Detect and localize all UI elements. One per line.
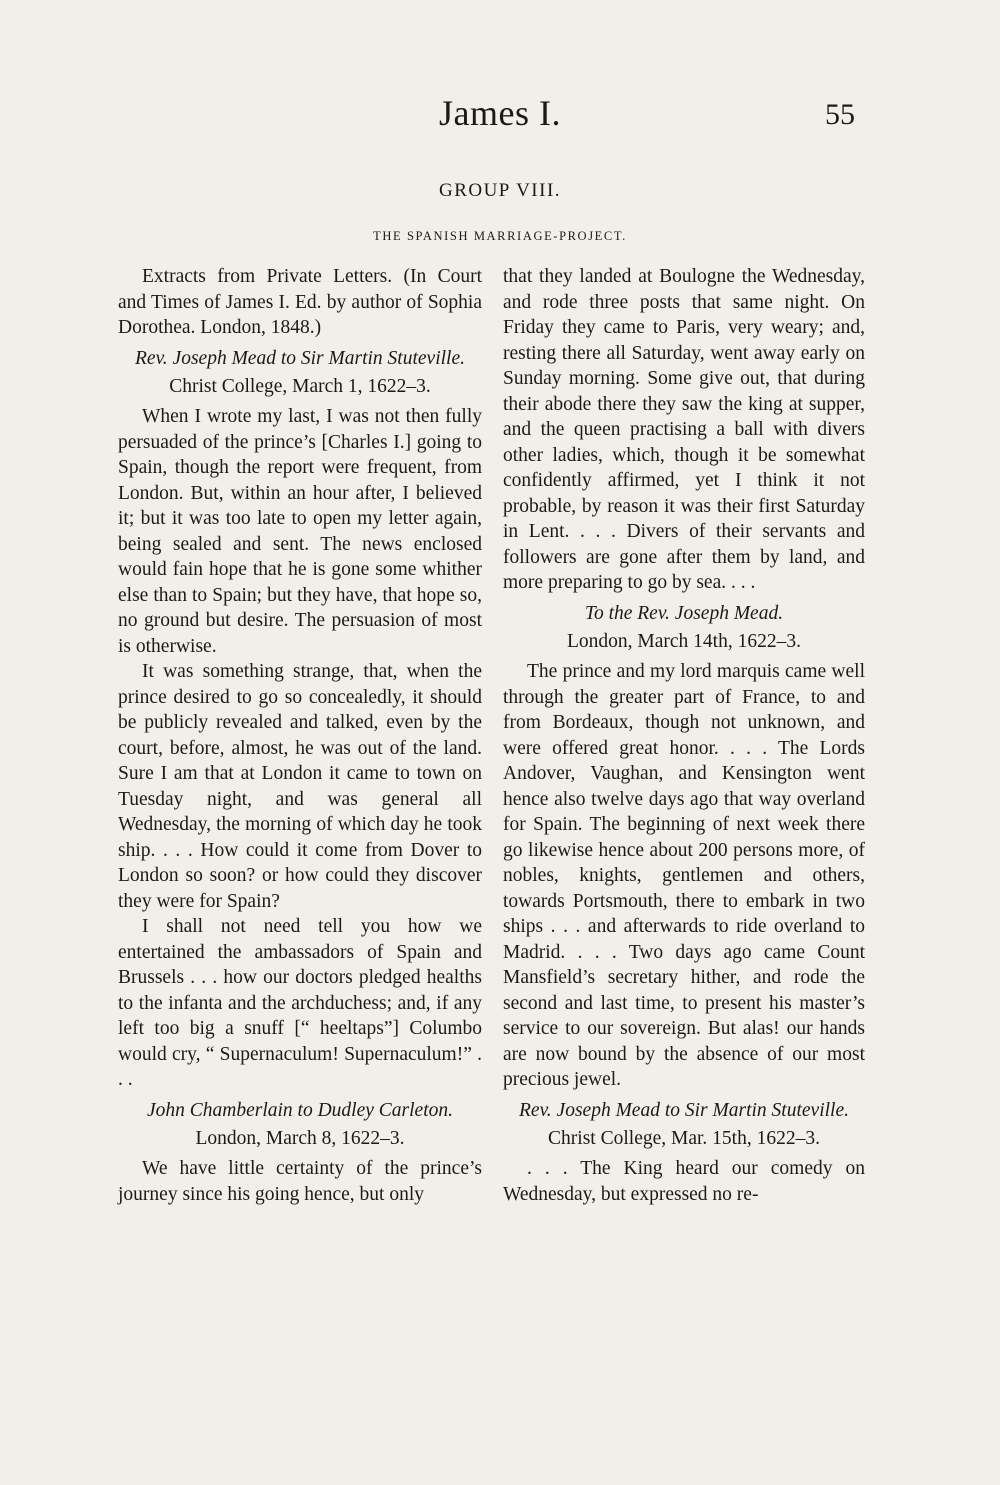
paragraph: It was something strange, that, when the prince desired to go so concealedly, it should be publicly revealed and talked, even by the court, before, almost, he was out of the land. Sure I am that at London it came to town on Tuesday night, and was general all Wednesday, the morning of which day he took ship. . . . How could it come from Dover to London so soon? or how could they discover they were for Spain? [118, 661, 482, 912]
paragraph: We have little certainty of the prince’s journey since his going hence, but only [118, 1158, 482, 1205]
paragraph: . . . The King heard our comedy on Wednesday, but expressed no re- [503, 1158, 865, 1205]
letter-dateline: Christ College, Mar. 15th, 1622–3. [548, 1127, 820, 1149]
right-column [503, 264, 865, 1207]
running-title: James I. [439, 93, 561, 133]
left-column [118, 264, 482, 1207]
paragraph-continuation: that they landed at Boulogne the Wednesday, and rode three posts that same night. On Friday they came to Paris, very weary; and, resting there all Saturday, went away early on Sunday morning. Some give out, that during their abode there they saw the king at supper, and the queen practising a ball with divers other ladies, which, though it be somewhat confidently affirmed, yet I think it not probable, by reason it was their first Saturday in Lent. . . . Divers of their servants and followers are gone after them by land, and more preparing to go by sea. . . . [503, 266, 865, 593]
letter-heading: To the Rev. Joseph Mead. [584, 602, 784, 624]
letter-dateline: London, March 8, 1622–3. [195, 1127, 405, 1149]
paragraph: I shall not need tell you how we entertained the ambassadors of Spain and Brussels . . . how our doctors pledged healths to the infanta and the archduchess; and, if any left too big a snuff [“ heeltaps”] Columbo would cry, “ Supernaculum! Supernaculum!” . . . [118, 916, 482, 1090]
letter-dateline: Christ College, March 1, 1622–3. [169, 375, 431, 397]
source-note: Extracts from Private Letters. (In Court and Times of James I. Ed. by author of Sophia Dorothea. London, 1848.) [118, 266, 482, 338]
paragraph: The prince and my lord marquis came well through the greater part of France, to and from Bordeaux, though not unknown, and were offered great honor. . . . The Lords Andover, Vaughan, and Kensington went hence also twelve days ago that way overland for Spain. The beginning of next week there go likewise hence about 200 persons more, of nobles, knights, gentlemen and others, towards Portsmouth, there to embark in two ships . . . and afterwards to ride overland to Madrid. . . . Two days ago came Count Mansfield’s secretary hither, and rode the second and last time, to present his master’s service to our sovereign. But alas! our hands are now bound by the absence of our most precious jewel. [503, 661, 865, 1090]
group-heading: GROUP VIII. [438, 180, 562, 201]
page-number: 55 [825, 98, 855, 131]
group-subheading: THE SPANISH MARRIAGE-PROJECT. [373, 229, 627, 243]
letter-dateline: London, March 14th, 1622–3. [567, 630, 801, 652]
letter-heading: Rev. Joseph Mead to Sir Martin Stuteville. [519, 1099, 849, 1121]
paragraph: When I wrote my last, I was not then fully persuaded of the prince’s [Charles I.] going to Spain, though the report were frequent, from London. But, within an hour after, I believed it; but it was too late to open my letter again, being sealed and sent. The news enclosed would fain hope that he is gone some whither else than to Spain; but they have, that hope so, no ground but desire. The persuasion of most is otherwise. [118, 406, 482, 657]
letter-heading: Rev. Joseph Mead to Sir Martin Stuteville. [135, 347, 465, 369]
letter-heading: John Chamberlain to Dudley Carleton. [146, 1099, 453, 1121]
